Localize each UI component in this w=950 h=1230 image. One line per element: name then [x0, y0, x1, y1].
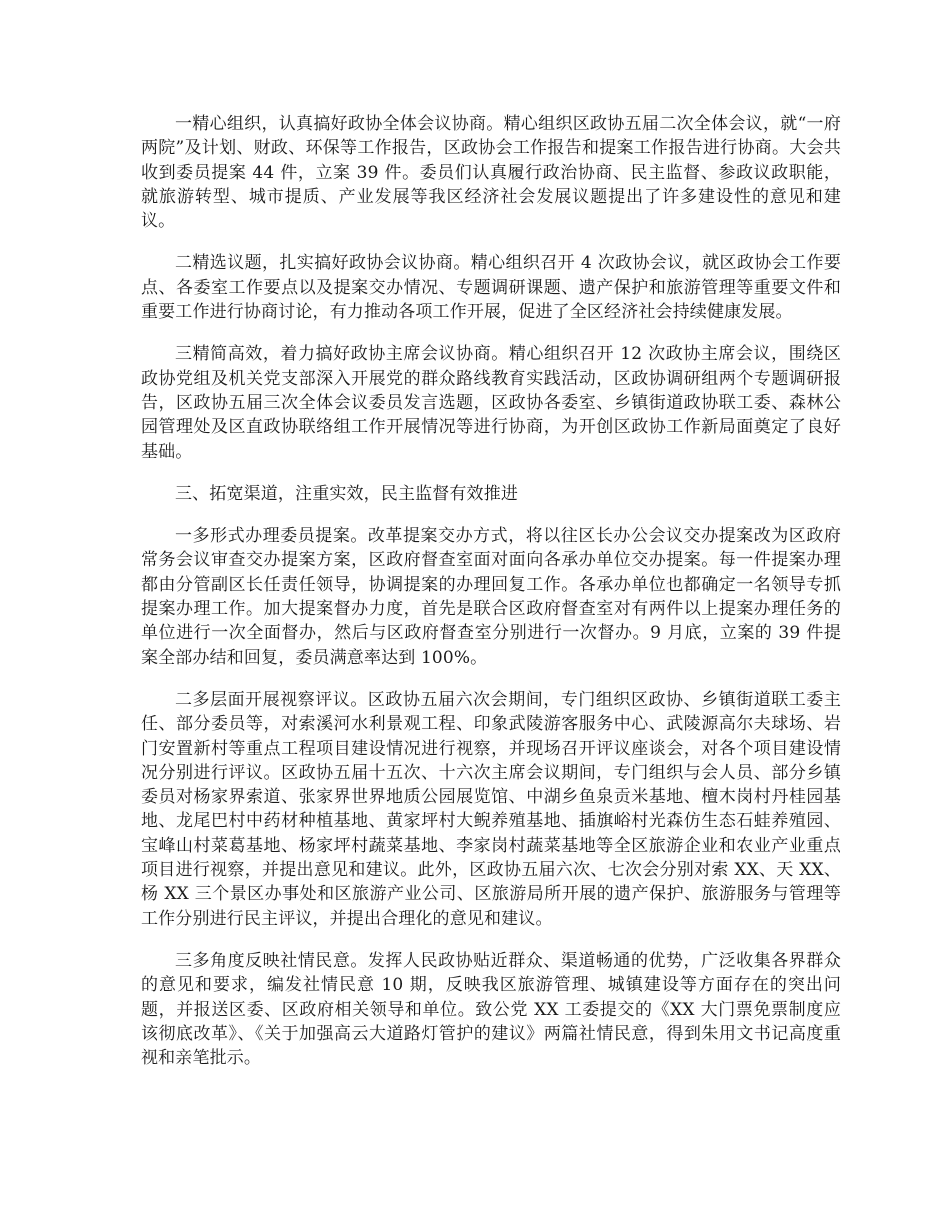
- paragraph-6: 三多角度反映社情民意。发挥人民政协贴近群众、渠道畅通的优势，广泛收集各界群众的意见和要求，编发社情民意 10 期，反映我区旅游管理、城镇建设等方面存在的突出问题，并报送区委、区政府相关领导和单位。致公党 XX 工委提交的《XX 大门票免票制度应该彻底改革》、《关于加强高云大道路灯管护的建议》两篇社情民意，得到朱用文书记高度重视和亲笔批示。: [141, 950, 841, 1069]
- paragraph-2: 二精选议题，扎实搞好政协会议协商。精心组织召开 4 次政协会议，就区政协会工作要点、各委室工作要点以及提案交办情况、专题调研课题、遗产保护和旅游管理等重要文件和重要工作进行协商讨论，有力推动各项工作开展，促进了全区经济社会持续健康发展。: [141, 253, 841, 323]
- paragraph-3: 三精简高效，着力搞好政协主席会议协商。精心组织召开 12 次政协主席会议，围绕区政协党组及机关党支部深入开展党的群众路线教育实践活动，区政协调研组两个专题调研报告，区政协五届三次全体会议委员发言选题，区政协各委室、乡镇街道政协联工委、森林公园管理处及区直政协联络组工作开展情况等进行协商，为开创区政协工作新局面奠定了良好基础。: [141, 344, 841, 462]
- paragraph-4: 一多形式办理委员提案。改革提案交办方式，将以往区长办公会议交办提案改为区政府常务会议审查交办提案方案，区政府督查室面对面向各承办单位交办提案。每一件提案办理都由分管副区长任责任领导，协调提案的办理回复工作。各承办单位也都确定一名领导专抓提案办理工作。加大提案督办力度，首先是联合区政府督查室对有两件以上提案办理任务的单位进行一次全面督办，然后与区政府督查室分别进行一次督办。9 月底，立案的 39 件提案全部办结和回复，委员满意率达到 100%。: [141, 526, 841, 668]
- paragraph-5: 二多层面开展视察评议。区政协五届六次会期间，专门组织区政协、乡镇街道联工委主任、部分委员等，对索溪河水利景观工程、印象武陵游客服务中心、武陵源高尔夫球场、岩门安置新村等重点工程项目建设情况进行视察，并现场召开评议座谈会，对各个项目建设情况分别进行评议。区政协五届十五次、十六次主席会议期间，专门组织与会人员、部分乡镇委员对杨家界索道、张家界世界地质公园展览馆、中湖乡鱼泉贡米基地、檀木岗村丹桂园基地、龙尾巴村中药材种植基地、黄家坪村大鲵养殖基地、插旗峪村光森仿生态石蛙养殖园、宝峰山村菜葛基地、杨家坪村蔬菜基地、李家岗村蔬菜基地等全区旅游企业和农业产业重点项目进行视察，并提出意见和建议。此外，区政协五届六次、七次会分别对索 XX、天 XX、杨 XX 三个景区办事处和区旅游产业公司、区旅游局所开展的遗产保护、旅游服务与管理等工作分别进行民主评议，并提出合理化的意见和建议。: [141, 689, 841, 929]
- document-body: [141, 112, 841, 1088]
- section-heading: 三、拓宽渠道，注重实效，民主监督有效推进: [175, 483, 518, 504]
- paragraph-1: 一精心组织，认真搞好政协全体会议协商。精心组织区政协五届二次全体会议，就“一府两院”及计划、财政、环保等工作报告，区政协会工作报告和提案工作报告进行协商。大会共收到委员提案 44 件，立案 39 件。委员们认真履行政治协商、民主监督、参政议政职能，就旅游转型、城市提质、产业发展等我区经济社会发展议题提出了许多建设性的意见和建议。: [141, 114, 841, 232]
